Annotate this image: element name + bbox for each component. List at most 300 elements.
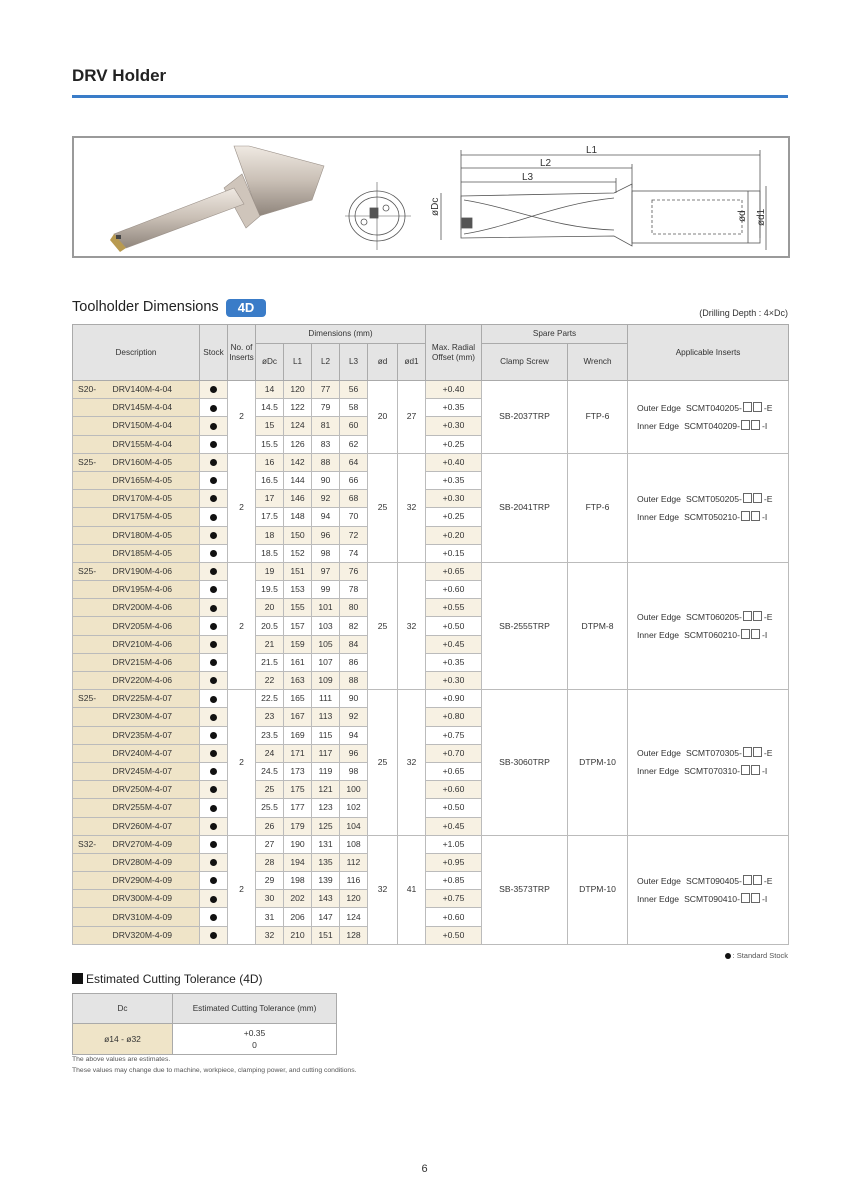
model-number: DRV180M-4-05 bbox=[113, 526, 200, 544]
series-prefix bbox=[73, 581, 113, 599]
square-bullet-icon bbox=[72, 973, 83, 984]
product-figure bbox=[72, 136, 790, 258]
d-value: 25 bbox=[368, 453, 398, 562]
standard-stock-dot-icon bbox=[210, 914, 217, 921]
inserts-count: 2 bbox=[228, 562, 256, 689]
side-view-diagram bbox=[441, 150, 766, 250]
header-d: ød bbox=[368, 344, 398, 381]
dc-value: 23 bbox=[256, 708, 284, 726]
l3-value: 116 bbox=[340, 872, 368, 890]
l3-value: 74 bbox=[340, 544, 368, 562]
radial-offset-value: +0.55 bbox=[426, 599, 482, 617]
tolerance-header-dc: Dc bbox=[73, 994, 173, 1024]
blank-box-icon bbox=[741, 765, 750, 775]
outer-insert-code: SCMT060205- bbox=[685, 612, 742, 623]
standard-stock-dot-icon bbox=[210, 623, 217, 630]
inserts-count: 2 bbox=[228, 835, 256, 944]
table-body bbox=[73, 381, 789, 945]
dc-value: 30 bbox=[256, 890, 284, 908]
applicable-inserts bbox=[628, 381, 789, 454]
header-applicable-inserts: Applicable Inserts bbox=[628, 325, 789, 381]
l3-value: 102 bbox=[340, 799, 368, 817]
l2-value: 121 bbox=[312, 781, 340, 799]
l1-value: 122 bbox=[284, 399, 312, 417]
stock-cell bbox=[200, 872, 228, 890]
l1-value: 173 bbox=[284, 762, 312, 780]
inner-edge-insert bbox=[637, 417, 788, 435]
tolerance-table bbox=[72, 993, 337, 1055]
l3-value: 82 bbox=[340, 617, 368, 635]
dc-value: 31 bbox=[256, 908, 284, 926]
table-row bbox=[73, 381, 789, 399]
dc-value: 15.5 bbox=[256, 435, 284, 453]
stock-cell bbox=[200, 599, 228, 617]
model-number: DRV260M-4-07 bbox=[113, 817, 200, 835]
outer-insert-code: SCMT090405- bbox=[685, 875, 742, 886]
outer-insert-code: SCMT070305- bbox=[685, 748, 742, 759]
model-number: DRV240M-4-07 bbox=[113, 744, 200, 762]
standard-stock-dot-icon bbox=[210, 823, 217, 830]
stock-cell bbox=[200, 744, 228, 762]
model-number: DRV150M-4-04 bbox=[113, 417, 200, 435]
model-number: DRV235M-4-07 bbox=[113, 726, 200, 744]
radial-offset-value: +0.35 bbox=[426, 653, 482, 671]
l2-value: 83 bbox=[312, 435, 340, 453]
radial-offset-value: +0.80 bbox=[426, 708, 482, 726]
model-number: DRV195M-4-06 bbox=[113, 581, 200, 599]
model-number: DRV280M-4-09 bbox=[113, 853, 200, 871]
wrench: DTPM-10 bbox=[568, 690, 628, 836]
model-number: DRV170M-4-05 bbox=[113, 490, 200, 508]
table-row bbox=[73, 453, 789, 471]
stock-cell bbox=[200, 781, 228, 799]
wrench: FTP-6 bbox=[568, 381, 628, 454]
l2-value: 143 bbox=[312, 890, 340, 908]
standard-stock-dot-icon bbox=[210, 859, 217, 866]
l3-value: 72 bbox=[340, 526, 368, 544]
radial-offset-value: +0.25 bbox=[426, 435, 482, 453]
blank-box-icon bbox=[751, 765, 760, 775]
stock-cell bbox=[200, 635, 228, 653]
l3-value: 56 bbox=[340, 381, 368, 399]
l1-value: 171 bbox=[284, 744, 312, 762]
label-dc: øDc bbox=[430, 197, 441, 216]
l1-value: 167 bbox=[284, 708, 312, 726]
label-l2: L2 bbox=[540, 158, 552, 169]
radial-offset-value: +0.75 bbox=[426, 890, 482, 908]
blank-box-icon bbox=[753, 611, 762, 621]
inserts-count: 2 bbox=[228, 690, 256, 836]
l3-value: 84 bbox=[340, 635, 368, 653]
model-number: DRV290M-4-09 bbox=[113, 872, 200, 890]
blank-box-icon bbox=[743, 402, 752, 412]
standard-stock-dot-icon bbox=[210, 568, 217, 575]
dc-value: 16 bbox=[256, 453, 284, 471]
standard-stock-dot-icon bbox=[210, 786, 217, 793]
clamp-screw: SB-3060TRP bbox=[482, 690, 568, 836]
header-inserts-count: No. of Inserts bbox=[228, 325, 256, 381]
model-number: DRV300M-4-09 bbox=[113, 890, 200, 908]
l1-value: 198 bbox=[284, 872, 312, 890]
l3-value: 58 bbox=[340, 399, 368, 417]
model-number: DRV190M-4-06 bbox=[113, 562, 200, 580]
table-row bbox=[73, 562, 789, 580]
l1-value: 161 bbox=[284, 653, 312, 671]
inner-insert-code: SCMT050210- bbox=[684, 511, 740, 522]
l1-value: 177 bbox=[284, 799, 312, 817]
series-prefix bbox=[73, 526, 113, 544]
standard-stock-dot-icon bbox=[210, 768, 217, 775]
blank-box-icon bbox=[753, 402, 762, 412]
blank-box-icon bbox=[751, 629, 760, 639]
l3-value: 60 bbox=[340, 417, 368, 435]
model-number: DRV255M-4-07 bbox=[113, 799, 200, 817]
radial-offset-value: +0.95 bbox=[426, 853, 482, 871]
stock-cell bbox=[200, 726, 228, 744]
inner-insert-code: SCMT070310- bbox=[684, 766, 740, 777]
dc-value: 27 bbox=[256, 835, 284, 853]
dc-value: 21.5 bbox=[256, 653, 284, 671]
l3-value: 78 bbox=[340, 581, 368, 599]
l1-value: 202 bbox=[284, 890, 312, 908]
l1-value: 169 bbox=[284, 726, 312, 744]
inner-edge-insert bbox=[637, 762, 788, 780]
l2-value: 99 bbox=[312, 581, 340, 599]
l3-value: 94 bbox=[340, 726, 368, 744]
l1-value: 152 bbox=[284, 544, 312, 562]
dc-value: 21 bbox=[256, 635, 284, 653]
header-d1: ød1 bbox=[398, 344, 426, 381]
blank-box-icon bbox=[741, 511, 750, 521]
series-prefix bbox=[73, 872, 113, 890]
radial-offset-value: +0.30 bbox=[426, 417, 482, 435]
l2-value: 109 bbox=[312, 672, 340, 690]
inner-insert-code: SCMT090410- bbox=[684, 893, 740, 904]
blank-box-icon bbox=[751, 420, 760, 430]
model-number: DRV320M-4-09 bbox=[113, 926, 200, 944]
l3-value: 90 bbox=[340, 690, 368, 708]
l2-value: 94 bbox=[312, 508, 340, 526]
stock-cell bbox=[200, 853, 228, 871]
dc-value: 23.5 bbox=[256, 726, 284, 744]
l1-value: 175 bbox=[284, 781, 312, 799]
inner-insert-suffix: -I bbox=[761, 630, 768, 641]
stock-cell bbox=[200, 835, 228, 853]
dc-value: 15 bbox=[256, 417, 284, 435]
standard-stock-dot-icon bbox=[210, 514, 217, 521]
standard-stock-dot-icon bbox=[210, 423, 217, 430]
standard-stock-dot-icon bbox=[210, 532, 217, 539]
series-prefix bbox=[73, 471, 113, 489]
l2-value: 101 bbox=[312, 599, 340, 617]
l1-value: 157 bbox=[284, 617, 312, 635]
stock-legend bbox=[725, 951, 788, 960]
l2-value: 139 bbox=[312, 872, 340, 890]
dc-value: 25.5 bbox=[256, 799, 284, 817]
dc-value: 14 bbox=[256, 381, 284, 399]
series-prefix bbox=[73, 635, 113, 653]
applicable-inserts bbox=[628, 453, 789, 562]
model-number: DRV175M-4-05 bbox=[113, 508, 200, 526]
model-number: DRV200M-4-06 bbox=[113, 599, 200, 617]
model-number: DRV245M-4-07 bbox=[113, 762, 200, 780]
inner-edge-label: Inner Edge bbox=[637, 766, 680, 777]
radial-offset-value: +0.40 bbox=[426, 381, 482, 399]
page-title: DRV Holder bbox=[72, 66, 167, 85]
series-prefix bbox=[73, 508, 113, 526]
l3-value: 96 bbox=[340, 744, 368, 762]
radial-offset-value: +0.85 bbox=[426, 872, 482, 890]
inner-edge-insert bbox=[637, 508, 788, 526]
l1-value: 146 bbox=[284, 490, 312, 508]
d1-value: 32 bbox=[398, 690, 426, 836]
applicable-inserts bbox=[628, 835, 789, 944]
series-prefix: S25- bbox=[73, 690, 113, 708]
series-prefix bbox=[73, 599, 113, 617]
outer-edge-label: Outer Edge bbox=[637, 748, 681, 759]
wrench: DTPM-8 bbox=[568, 562, 628, 689]
depth-badge: 4D bbox=[226, 299, 266, 317]
l1-value: 194 bbox=[284, 853, 312, 871]
series-prefix bbox=[73, 708, 113, 726]
l3-value: 120 bbox=[340, 890, 368, 908]
l3-value: 112 bbox=[340, 853, 368, 871]
radial-offset-value: +0.45 bbox=[426, 635, 482, 653]
clamp-screw: SB-2041TRP bbox=[482, 453, 568, 562]
stock-cell bbox=[200, 653, 228, 671]
standard-stock-dot-icon bbox=[210, 405, 217, 412]
l3-value: 64 bbox=[340, 453, 368, 471]
stock-cell bbox=[200, 890, 228, 908]
l3-value: 68 bbox=[340, 490, 368, 508]
inserts-count: 2 bbox=[228, 453, 256, 562]
series-prefix bbox=[73, 399, 113, 417]
standard-stock-dot-icon bbox=[210, 495, 217, 502]
l1-value: 144 bbox=[284, 471, 312, 489]
d-value: 25 bbox=[368, 562, 398, 689]
d-value: 32 bbox=[368, 835, 398, 944]
l1-value: 155 bbox=[284, 599, 312, 617]
l2-value: 105 bbox=[312, 635, 340, 653]
l2-value: 96 bbox=[312, 526, 340, 544]
series-prefix bbox=[73, 435, 113, 453]
stock-cell bbox=[200, 544, 228, 562]
dc-value: 17.5 bbox=[256, 508, 284, 526]
series-prefix bbox=[73, 762, 113, 780]
l1-value: 165 bbox=[284, 690, 312, 708]
inner-edge-insert bbox=[637, 626, 788, 644]
dc-value: 28 bbox=[256, 853, 284, 871]
outer-edge-insert bbox=[637, 872, 788, 890]
radial-offset-value: +0.25 bbox=[426, 508, 482, 526]
radial-offset-value: +0.15 bbox=[426, 544, 482, 562]
radial-offset-value: +0.20 bbox=[426, 526, 482, 544]
stock-cell bbox=[200, 581, 228, 599]
page-number: 6 bbox=[421, 1163, 428, 1175]
series-prefix bbox=[73, 653, 113, 671]
radial-offset-value: +0.30 bbox=[426, 490, 482, 508]
drill-photo bbox=[110, 146, 324, 252]
stock-cell bbox=[200, 762, 228, 780]
dc-value: 19.5 bbox=[256, 581, 284, 599]
outer-edge-label: Outer Edge bbox=[637, 493, 681, 504]
blank-box-icon bbox=[753, 875, 762, 885]
inner-insert-code: SCMT060210- bbox=[684, 630, 740, 641]
tolerance-range: ø14 - ø32 bbox=[73, 1024, 173, 1055]
inner-edge-label: Inner Edge bbox=[637, 420, 680, 431]
dc-value: 18 bbox=[256, 526, 284, 544]
standard-stock-dot-icon bbox=[210, 586, 217, 593]
blank-box-icon bbox=[743, 747, 752, 757]
model-number: DRV220M-4-06 bbox=[113, 672, 200, 690]
inserts-count: 2 bbox=[228, 381, 256, 454]
stock-cell bbox=[200, 926, 228, 944]
l2-value: 151 bbox=[312, 926, 340, 944]
stock-cell bbox=[200, 617, 228, 635]
outer-insert-suffix: -E bbox=[763, 875, 773, 886]
stock-cell bbox=[200, 672, 228, 690]
series-prefix bbox=[73, 744, 113, 762]
standard-stock-dot-icon bbox=[210, 659, 217, 666]
blank-box-icon bbox=[741, 629, 750, 639]
l2-value: 88 bbox=[312, 453, 340, 471]
model-number: DRV210M-4-06 bbox=[113, 635, 200, 653]
tolerance-value bbox=[173, 1024, 337, 1055]
outer-insert-suffix: -E bbox=[763, 612, 773, 623]
stock-cell bbox=[200, 526, 228, 544]
outer-edge-insert bbox=[637, 399, 788, 417]
standard-stock-dot-icon bbox=[210, 441, 217, 448]
blank-box-icon bbox=[753, 747, 762, 757]
stock-cell bbox=[200, 562, 228, 580]
l1-value: 163 bbox=[284, 672, 312, 690]
l1-value: 124 bbox=[284, 417, 312, 435]
l2-value: 119 bbox=[312, 762, 340, 780]
l1-value: 151 bbox=[284, 562, 312, 580]
dc-value: 26 bbox=[256, 817, 284, 835]
blank-box-icon bbox=[751, 893, 760, 903]
l2-value: 97 bbox=[312, 562, 340, 580]
blank-box-icon bbox=[741, 420, 750, 430]
l1-value: 206 bbox=[284, 908, 312, 926]
inner-edge-insert bbox=[637, 890, 788, 908]
dc-value: 24 bbox=[256, 744, 284, 762]
dc-value: 14.5 bbox=[256, 399, 284, 417]
d-value: 20 bbox=[368, 381, 398, 454]
applicable-inserts bbox=[628, 690, 789, 836]
l3-value: 92 bbox=[340, 708, 368, 726]
radial-offset-value: +0.40 bbox=[426, 453, 482, 471]
tolerance-title bbox=[72, 972, 263, 986]
drilling-depth-note: (Drilling Depth : 4×Dc) bbox=[699, 308, 788, 318]
stock-cell bbox=[200, 471, 228, 489]
outer-insert-suffix: -E bbox=[763, 402, 773, 413]
l3-value: 80 bbox=[340, 599, 368, 617]
inner-edge-label: Inner Edge bbox=[637, 893, 680, 904]
model-number: DRV225M-4-07 bbox=[113, 690, 200, 708]
outer-edge-label: Outer Edge bbox=[637, 612, 681, 623]
l2-value: 147 bbox=[312, 908, 340, 926]
stock-cell bbox=[200, 435, 228, 453]
dc-value: 16.5 bbox=[256, 471, 284, 489]
radial-offset-value: +0.65 bbox=[426, 562, 482, 580]
label-l3: L3 bbox=[522, 172, 534, 183]
l1-value: 150 bbox=[284, 526, 312, 544]
d1-value: 27 bbox=[398, 381, 426, 454]
stock-cell bbox=[200, 417, 228, 435]
series-prefix bbox=[73, 817, 113, 835]
l1-value: 153 bbox=[284, 581, 312, 599]
stock-dot-icon bbox=[725, 953, 731, 959]
l2-value: 98 bbox=[312, 544, 340, 562]
wrench: FTP-6 bbox=[568, 453, 628, 562]
series-prefix bbox=[73, 853, 113, 871]
l1-value: 120 bbox=[284, 381, 312, 399]
stock-cell bbox=[200, 490, 228, 508]
radial-offset-value: +0.45 bbox=[426, 817, 482, 835]
radial-offset-value: +0.30 bbox=[426, 672, 482, 690]
clamp-screw: SB-3573TRP bbox=[482, 835, 568, 944]
l2-value: 117 bbox=[312, 744, 340, 762]
dc-value: 20 bbox=[256, 599, 284, 617]
header-l2: L2 bbox=[312, 344, 340, 381]
series-prefix bbox=[73, 490, 113, 508]
outer-insert-code: SCMT040205- bbox=[685, 402, 742, 413]
l1-value: 126 bbox=[284, 435, 312, 453]
model-number: DRV230M-4-07 bbox=[113, 708, 200, 726]
header-offset: Max. Radial Offset (mm) bbox=[426, 325, 482, 381]
radial-offset-value: +0.60 bbox=[426, 581, 482, 599]
standard-stock-dot-icon bbox=[210, 550, 217, 557]
dc-value: 17 bbox=[256, 490, 284, 508]
outer-edge-label: Outer Edge bbox=[637, 875, 681, 886]
l3-value: 108 bbox=[340, 835, 368, 853]
stock-cell bbox=[200, 381, 228, 399]
dc-value: 18.5 bbox=[256, 544, 284, 562]
series-prefix bbox=[73, 781, 113, 799]
header-clamp-screw: Clamp Screw bbox=[482, 344, 568, 381]
l1-value: 142 bbox=[284, 453, 312, 471]
l2-value: 135 bbox=[312, 853, 340, 871]
header-stock: Stock bbox=[200, 325, 228, 381]
blank-box-icon bbox=[751, 511, 760, 521]
stock-cell bbox=[200, 453, 228, 471]
dc-value: 20.5 bbox=[256, 617, 284, 635]
tolerance-upper: +0.35 bbox=[243, 1028, 266, 1038]
radial-offset-value: +0.70 bbox=[426, 744, 482, 762]
l2-value: 107 bbox=[312, 653, 340, 671]
wrench: DTPM-10 bbox=[568, 835, 628, 944]
label-d1: ød1 bbox=[756, 208, 767, 226]
model-number: DRV310M-4-09 bbox=[113, 908, 200, 926]
l2-value: 92 bbox=[312, 490, 340, 508]
standard-stock-dot-icon bbox=[210, 386, 217, 393]
clamp-screw: SB-2555TRP bbox=[482, 562, 568, 689]
model-number: DRV185M-4-05 bbox=[113, 544, 200, 562]
radial-offset-value: +0.65 bbox=[426, 762, 482, 780]
l2-value: 103 bbox=[312, 617, 340, 635]
l1-value: 190 bbox=[284, 835, 312, 853]
stock-cell bbox=[200, 908, 228, 926]
standard-stock-dot-icon bbox=[210, 877, 217, 884]
outer-insert-suffix: -E bbox=[763, 493, 773, 504]
model-number: DRV215M-4-06 bbox=[113, 653, 200, 671]
header-spare-parts: Spare Parts bbox=[482, 325, 628, 344]
model-number: DRV270M-4-09 bbox=[113, 835, 200, 853]
series-prefix: S25- bbox=[73, 453, 113, 471]
dc-value: 24.5 bbox=[256, 762, 284, 780]
standard-stock-dot-icon bbox=[210, 805, 217, 812]
